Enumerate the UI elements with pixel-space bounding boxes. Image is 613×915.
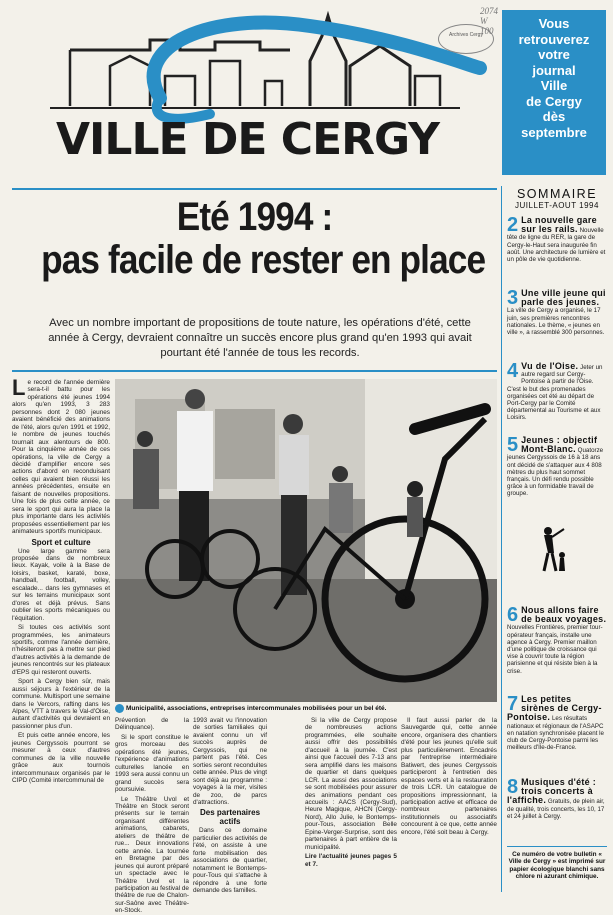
article-text: Si toutes ces activités sont programmées, les animateurs sportifs, comme l'année dernière, n'hésiteront pas à mettre sur pied d'autres activités à la demande de jeunes rencontrés sur les plateaux d'EPS qui resteront ouverts.: [12, 624, 110, 676]
sommaire-item-title: Les petites sirènes de Cergy-Pontoise.: [507, 694, 602, 723]
article-text: Si le sport constitue le gros morceau des opérations été jeunes, l'expérience d'animations culturelles lancée en 1993 sera aussi connu un grand succès sera poursuivie.: [115, 733, 189, 794]
page-number: 6: [507, 604, 519, 626]
caption-text: Municipalité, associations, entreprises intercommunales mobilisées pour un bel été.: [126, 705, 387, 713]
promo-line: de Cergy: [526, 93, 582, 109]
article-text: Sport à Cergy bien sûr, mais aussi séjours à l'extérieur de la commune. Multisport une semaine dans le Vercors, rafting dans les Alpes, VTT à travers le Val-d'Oise, autant d'activités qui devraient en passionner plus d'un.: [12, 678, 110, 730]
sommaire-item-title: Vu de l'Oise.: [521, 361, 579, 371]
bullet-icon: [115, 704, 124, 713]
section-heading: Sport et culture: [31, 537, 91, 547]
sommaire-item-title: Musiques d'été : trois concerts à l'affiche.: [507, 777, 597, 806]
sommaire-item: [507, 216, 607, 263]
sommaire-item-text: La ville de Cergy a organisé, le 17 juin, ses premières rencontres nationales. Le thème, « jeunes en ville », a rassemblé 300 personnes.: [507, 307, 605, 337]
article-text: Une large gamme sera proposée dans de nombreux lieux. Kayak, voile à la Base de loisirs, basket, karaté, boxe, handball, football, volley, escalade... dans les gymnases et sur les terrains municipaux sont d'ores et déjà prévus. Sans oublier les sports mécaniques ou l'équitation.: [12, 547, 110, 622]
promo-line: dès: [542, 109, 566, 124]
article-column-1: [12, 375, 110, 889]
masthead-title: VILLE DE CERGY: [56, 114, 440, 165]
sommaire-item: [507, 362, 607, 422]
sommaire-item: [507, 289, 607, 336]
article-column-5: [401, 717, 497, 889]
section-heading: Des partenaires actifs: [199, 808, 261, 827]
article-column-4: [305, 717, 397, 889]
article-text: Il faut aussi parler de la Sauvegarde qui, cette année encore, organisera des chantiers d'été pour les jeunes qu'elle suit plus particulièrement. Encadrés par l'entreprise intermédiaire Batiwert, des jeunes Cergyssois participeront à l'entretien des espaces verts et à la restauration de trois LCR. Un catalogue de propositions impressionnant, la participation active et efficace de nombreux partenaires institutionnels ou associatifs concourent à ce que, cette année encore, l'été soit beau à Cergy.: [401, 717, 497, 836]
promo-line: Ville: [540, 78, 568, 93]
paper-note: Ce numéro de votre bulletin « Ville de Cergy » est imprimé sur papier écologique blanchi sans chlore ni azurant chimique.: [507, 846, 607, 881]
promo-box: [502, 10, 606, 175]
sommaire-item: [507, 778, 607, 820]
promo-line: Vous: [538, 16, 570, 31]
sommaire-item-title: Nous allons faire de beaux voyages.: [521, 605, 607, 625]
article-text: Dans ce domaine particulier des activités de l'été, on assiste à une forte mobilisation des associations de quartier, notamment le Bontemps-pour-Tous qui s'attache à répondre à une forte demande des familles.: [193, 827, 267, 895]
promo-line: journal: [532, 62, 576, 78]
article-text: Le Théâtre Uvol et Théâtre en Stock seront présents sur le terrain organisant différentes animations, cabarets, ateliers de théâtre de rue... Deux innovations cette année. La tournée en Bretagne par des jeunes qui auront préparé un spectacle avec le Théâtre Uvol et la participation au festival de théâtre de rue de Chalon-sur-Saône avec Théâtre-en-Stock.: [115, 795, 189, 915]
archive-stamp: Archives Cergy: [438, 24, 494, 54]
page-number: 5: [507, 434, 519, 456]
sommaire-item: [507, 436, 607, 498]
climber-silhouette-icon: [536, 525, 570, 575]
sommaire-item: [507, 695, 607, 751]
page-number: 4: [507, 360, 519, 382]
article-text: Prévention de la Délinquance).: [115, 717, 189, 732]
masthead: [10, 6, 498, 184]
article-text: e record de l'année dernière sera-t-il battu pour les opérations été jeunes 1994 alors qu'en 1993, 3 283 personnes dont 2 080 jeunes avaient bénéficié des animations de l'été, alors qu'en 1991 et 1992, le nombre de jeunes touchés tournait aux alentours de 800. Pour la cinquième année de ces opérations, la ville de Cergy a décidé d'amplifier encore ses actions d'abord en reconduisant celles qui avaient bien réussi les années précédentes, ensuite en faisant de nouvelles propositions. Une fois de plus cette année, ce sera le sport qui aura la place la plus importante dans les activités proposées essentiellement par les animateurs sportifs municipaux.: [12, 379, 110, 536]
article-column-3: [193, 717, 267, 895]
intro-rule: [12, 370, 497, 372]
sommaire-item: [507, 606, 607, 675]
bicycle-photo: [115, 379, 497, 702]
sommaire-title: SOMMAIRE: [516, 187, 598, 201]
article-text: Si la ville de Cergy propose de nombreuses actions programmées, elle souhaite aussi offrir des possibilités d'accueil à la journée. C'est ainsi que l'accueil des 7-13 ans sera amplifié dans les maisons de quartier et dans quelques LCR. La aussi des associations se sont mobilisées pour assurer des animations pendant ces accueils : AACS (Cergy-Sud), Heure Magique, AHCN (Cergy-Nord), Allo Julie, le Bontemps-pour-Tous, association Belle Epine-Verger-Surprise, sont des partenaires à part entière de la municipalité.: [305, 717, 397, 851]
page-number: 8: [507, 776, 519, 798]
archive-reference: 2074 W 100: [480, 6, 498, 36]
sommaire-item-text: Gratuits, de plein air, de qualité, trois concerts, les 10, 17 et 24 juillet à Cergy.: [507, 798, 605, 820]
sidebar-divider: [501, 186, 502, 892]
promo-line: retrouverez: [518, 31, 590, 47]
promo-line: septembre: [521, 124, 587, 140]
sommaire-date: JUILLET-AOUT 1994: [515, 201, 599, 210]
page-number: 3: [507, 287, 519, 309]
read-more: Lire l'actualité jeunes pages 5 et 7.: [305, 853, 397, 868]
sommaire-item-title: La nouvelle gare sur les rails.: [521, 215, 597, 235]
promo-line: votre: [538, 47, 570, 62]
article-text: 1993 avait vu l'innovation de sorties familiales qui avaient connu un vif succès auprès de Cergyssois, qui ne partent pas l'été. Ces sorties seront reconduites cette année. Plus de vingt sont déjà au programme : voyages à la mer, visites de zoo, de parcs d'attractions.: [193, 717, 267, 806]
article-text: Et puis cette année encore, les jeunes Cergyssois pourront se mesurer à ceux d'autres communes de la ville nouvelle grâce aux tournois intercommunaux organisés par le CIPD (Comité intercommunal de: [12, 732, 110, 785]
headline-line-1: Eté 1994 :: [176, 195, 333, 239]
sommaire-item-text: Les résultats nationaux et régionaux de l'ASAPC en natation synchronisée placent le club de Cergy-Pontoise parmi les meilleurs d'Ile-de-France.: [507, 715, 605, 752]
header-rule: [12, 188, 497, 190]
sommaire-item-title: Une ville jeune qui parle des jeunes.: [521, 288, 606, 308]
sommaire-item-text: Quatorze jeunes Cergyssois de 16 à 18 ans ont décidé de s'attaquer aux 4 808 mètres du plus haut sommet français. Un défi rendu possible grâce à un formidable travail de groupe.: [507, 447, 604, 498]
sommaire-item-text: Nouvelle tête de ligne du RER, la gare de Cergy-le-Haut sera inaugurée fin août. Une architecture de lumière et un pôle de vie quotidienne.: [507, 227, 606, 264]
photo-caption: [115, 704, 497, 713]
photo-illustration: [115, 379, 497, 702]
headline-line-2: pas facile de rester en place: [41, 238, 486, 282]
article-column-2: [115, 717, 189, 915]
intro-paragraph: Avec un nombre important de propositions de toute nature, les opérations d'été, cette année à Cergy, devraient connaître un succès encore plus grand qu'en 1993 qui avait pourtant été l'année de tous les records.: [48, 317, 472, 359]
sommaire-item-text: Nouvelles Frontières, premier tour-opérateur français, installe une agence à Cergy. Premier maillon d'une politique de croissance qui vise à couvrir toute la région parisienne et qui résiste bien à la crise.: [507, 624, 603, 675]
sommaire-item-text: Jeter un autre regard sur Cergy-Pontoise à partir de l'Oise. C'est le but des promenades organisées cet été au départ de Port-Cergy par le Comité départemental au Tourisme et aux Loisirs.: [507, 364, 603, 422]
sommaire-item-title: Jeunes : objectif Mont-Blanc.: [521, 435, 598, 455]
page-number: 2: [507, 214, 519, 236]
main-headline: [12, 196, 497, 282]
page-number: 7: [507, 693, 519, 715]
drop-cap: L: [12, 375, 26, 400]
